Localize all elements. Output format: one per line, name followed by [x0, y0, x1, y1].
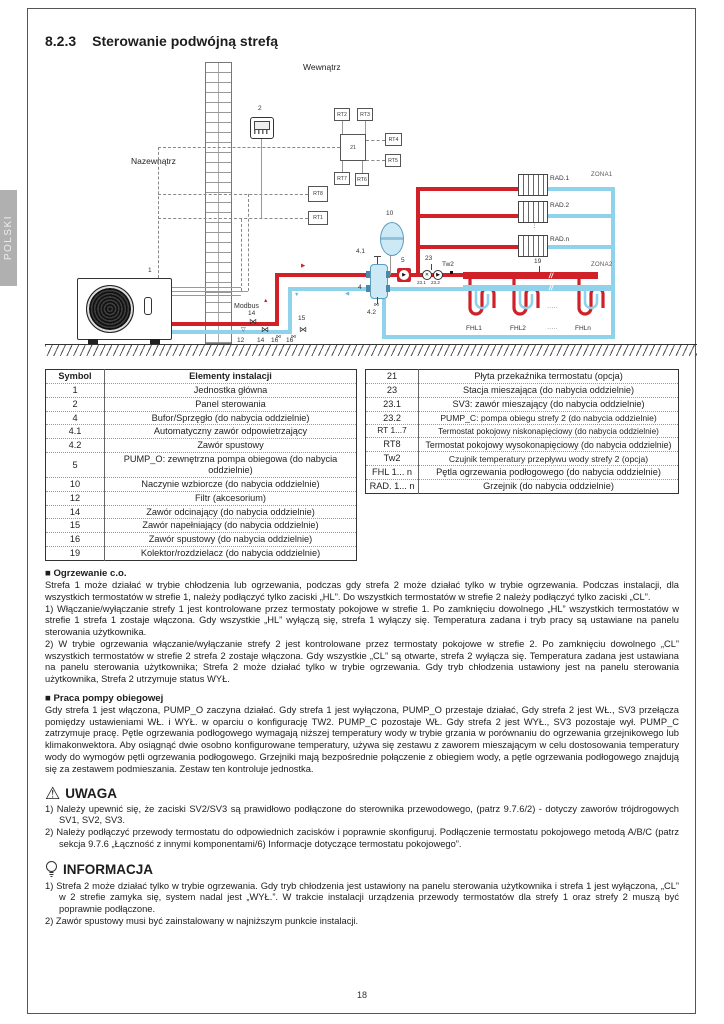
desc-cell: Zawór odcinający (do nabycia oddzielnie) — [105, 505, 357, 519]
pipe-return — [288, 287, 292, 334]
unit-grille — [144, 297, 152, 315]
pipe-supply — [279, 273, 370, 277]
table-row — [366, 383, 679, 397]
symbol-cell: 14 — [46, 505, 105, 519]
symbol-cell: 19 — [46, 547, 105, 561]
desc-cell: Termostat pokojowy niskonapięciowy (do nabycia oddzielnie) — [419, 425, 679, 438]
label-mix232: 23.2 — [431, 280, 440, 285]
label-mix23: 23 — [425, 255, 433, 262]
thermostat-rt1: RT1 — [308, 211, 328, 225]
unit-wire — [170, 287, 241, 288]
flow-up-icon: ▲ — [263, 298, 269, 304]
uwaga-heading — [45, 785, 679, 802]
tick — [539, 266, 540, 272]
page-title: Sterowanie podwójną strefą — [92, 33, 279, 49]
panel-buttons — [254, 130, 268, 134]
section-number: 8.2.3 — [45, 33, 77, 49]
table-row — [366, 370, 679, 384]
unit-foot — [88, 339, 98, 344]
symbol-cell: 2 — [46, 397, 105, 411]
panel-wire — [261, 137, 262, 218]
buffer-port — [366, 285, 370, 292]
table-header-row — [46, 370, 357, 384]
desc-cell: Pętla ogrzewania podłogowego (do nabycia oddzielnie) — [419, 466, 679, 480]
col-symbol: Symbol — [46, 370, 105, 384]
label-mix231: 23.1 — [417, 280, 426, 285]
radiator-n — [518, 235, 548, 257]
label-filter: 12 — [237, 337, 245, 344]
pipe-supply — [275, 273, 279, 326]
numbered-item: 1) Strefa 2 może działać tylko w trybie ogrzewania. Gdy tryb chłodzenia jest ustawiony na panelu sterowania użytkownika i strefa 1 jest wyłączona, „CL” w 2 strefie zamyka się, system nadal jest „WYŁ.”. W trakcie instalacji urządzenia przewody termostatów dla strefy 1 oraz strefy 2 muszą być poprawnie podłączone. — [45, 880, 679, 915]
side-tab-label: POLSKI — [3, 215, 14, 261]
label-radn: RAD.n — [550, 236, 570, 243]
filter-icon: ▽ — [241, 327, 246, 333]
symbol-cell: 5 — [46, 453, 105, 478]
desc-cell: Zawór spustowy — [105, 439, 357, 453]
desc-cell: Panel sterowania — [105, 397, 357, 411]
label-manifold19: 19 — [534, 258, 542, 265]
circulation-pump — [397, 268, 411, 282]
unit-foot — [150, 339, 160, 344]
symbol-cell: 12 — [46, 491, 105, 505]
panel-screen — [254, 121, 270, 130]
pipe-radn — [420, 245, 518, 249]
heading-text: Ogrzewanie c.o. — [53, 568, 127, 580]
paragraph: Strefa 1 może działać w trybie chłodzenia lub ogrzewania, podczas gdy strefa 2 może działać tylko w trybie ogrzewania. Podczas instalacji, dla wszystkich termostatów w strefie 1, należy podłączyć tylko zaciski „HL”. Do wszystkich termostatów w strefie 2 należy podłączyć tylko zaciski „CL”. — [45, 580, 679, 602]
table-row — [366, 411, 679, 425]
valve-icon: ⋈ — [261, 325, 269, 334]
label-rad2: RAD.2 — [550, 202, 570, 209]
table-row — [46, 519, 357, 533]
desc-cell: PUMP_C: pompa obiegu strefy 2 (do nabycia oddzielnie) — [419, 411, 679, 425]
numbered-item: 2) Zawór spustowy musi być zainstalowany w najniższym punkcie instalacji. — [45, 915, 359, 926]
pipe-return — [386, 287, 463, 291]
square-bullet-icon: ■ — [45, 568, 51, 580]
buffer-port — [386, 271, 390, 278]
symbol-cell: 4.2 — [46, 439, 105, 453]
warning-triangle-icon: ⚠ — [45, 783, 61, 803]
radiator-2 — [518, 201, 548, 223]
pipe-supply-riser — [416, 187, 420, 277]
label-vessel: 10 — [386, 210, 394, 217]
supply-manifold — [463, 272, 598, 279]
installation-diagram — [45, 59, 697, 361]
symbol-cell: 21 — [366, 370, 419, 384]
drain-valve-icon: ⋈ — [291, 334, 296, 340]
label-unit-number: 1 — [148, 267, 152, 274]
wire — [158, 194, 308, 195]
table-row — [366, 397, 679, 411]
label-drain16a: 16 — [271, 337, 279, 344]
desc-cell: SV3: zawór mieszający (do nabycia oddzielnie) — [419, 397, 679, 411]
table-row — [46, 505, 357, 519]
desc-cell: Stacja mieszająca (do nabycia oddzielnie) — [419, 383, 679, 397]
pipe-rad2 — [420, 214, 518, 218]
tick — [431, 264, 432, 270]
label-vent: 4.1 — [356, 248, 366, 255]
heading-text: INFORMACJA — [63, 861, 153, 877]
pipe-return-bottom — [382, 335, 615, 339]
desc-cell: Jednostka główna — [105, 383, 357, 397]
page-number: 18 — [356, 990, 367, 1000]
section-title — [45, 33, 679, 49]
wire — [366, 160, 385, 161]
pipe-rad1-return — [548, 187, 613, 191]
label-fhln: FHLn — [575, 325, 591, 332]
numbered-item: 1) Należy upewnić się, że zaciski SV2/SV3 są prawidłowo podłączone do sterownika przewodowego, (patrz 9.7.6/2) - dotyczy zaworów trójdrogowych SV1, SV2, SV3. — [45, 803, 679, 826]
desc-cell: Grzejnik (do nabycia oddzielnie) — [419, 479, 679, 493]
symbol-cell: 23.1 — [366, 397, 419, 411]
radiator-1 — [518, 174, 548, 196]
heading-text: Praca pompy obiegowej — [53, 692, 164, 704]
paragraph: 1) Włączanie/wyłączanie strefy 1 jest kontrolowane przez termostaty pokojowe w strefie 1. Po zamknięciu dowolnego „HL” wszystkich termostatów w strefie 1 strefa 1 zostaje włączona. Gdy wszystkie „HL” wyłączą się, strefa 1 wyłączy się. Temperatura zadana i tryb pracy są ustawiane na panelu sterowania użytkownika. — [45, 603, 679, 638]
label-drain42: 4.2 — [367, 309, 377, 316]
thermostat-rt3: RT3 — [357, 108, 373, 121]
table-row — [366, 438, 679, 452]
label-drain16b: 16 — [286, 337, 294, 344]
desc-cell: Płyta przekaźnika termostatu (opcja) — [419, 370, 679, 384]
ellipsis: ····· — [547, 325, 558, 332]
table-row — [366, 425, 679, 438]
desc-cell: Zawór spustowy (do nabycia oddzielnie) — [105, 533, 357, 547]
return-manifold — [463, 285, 613, 291]
wire — [158, 147, 159, 278]
table-row — [46, 477, 357, 491]
symbol-cell: Tw2 — [366, 452, 419, 466]
symbol-cell: 10 — [46, 477, 105, 491]
control-panel — [250, 117, 274, 139]
pump-icon: ▶ — [399, 270, 409, 280]
table-row — [46, 533, 357, 547]
table-row — [46, 383, 357, 397]
ellipsis: ····· — [547, 304, 558, 311]
unit-wire — [170, 295, 241, 296]
desc-cell: Termostat pokojowy wysokonapięciowy (do nabycia oddzielnie) — [419, 438, 679, 452]
wire — [158, 147, 340, 148]
label-fhl1: FHL1 — [466, 325, 482, 332]
ground-hatch — [45, 344, 697, 356]
table-row — [46, 439, 357, 453]
label-fhl2: FHL2 — [510, 325, 526, 332]
desc-cell: Naczynie wzbiorcze (do nabycia oddzielnie) — [105, 477, 357, 491]
table-row — [46, 453, 357, 478]
pipe-radn-return — [548, 245, 613, 249]
relay-board-21: 21 — [340, 134, 366, 161]
label-buffer: 4 — [358, 284, 362, 291]
flow-down-icon: ▼ — [294, 292, 300, 298]
thermostat-rt8: RT8 — [308, 186, 328, 202]
col-desc: Elementy instalacji — [105, 370, 357, 384]
table-row — [46, 397, 357, 411]
legend-table-right — [365, 369, 679, 494]
flow-right-icon: ▶ — [301, 263, 306, 269]
vessel-stem — [390, 254, 391, 275]
paragraph: Gdy strefa 1 jest włączona, PUMP_O zaczyna działać. Gdy strefa 1 jest wyłączona, PUMP_O przestaje działać, Gdy strefa 2 jest WŁ., SV3 przełącza pomiędzy ustawieniami WŁ. i WYŁ. w oparciu o konfigurację TW2. PUMP_C pozostaje WŁ. Gdy strefa 2 jest WYŁ., SV3 pozostaje wył. PUMP_C zatrzymuje pracę. Pętle ogrzewania podłogowego wymagają niższej temperatury wody w trybie grzania w porównaniu do ogrzewania grzejnikowego lub klimakonwektora. Aby osiągnąć dwie osobno konfigurowane temperatury, używa się zestawu z zaworem mieszającym w celu dostosowania temperatury wody do wymogów pętli ogrzewania podłogowego. Grzejniki mają bezpośrednie połączenie z obiegiem wody, a pętle ogrzewania podłogowego znajdują się za zestawem podmieszania. Zestaw ten kontroluje jednostka. — [45, 704, 679, 774]
table-row — [46, 491, 357, 505]
symbol-cell: FHL 1... n — [366, 466, 419, 480]
symbol-cell: 1 — [46, 383, 105, 397]
desc-cell: Zawór napełniający (do nabycia oddzielnie) — [105, 519, 357, 533]
label-zona2: ZONA2 — [591, 262, 613, 268]
pipe-break-mark: // — [548, 271, 555, 280]
wall — [205, 62, 232, 344]
heat-pump-unit — [77, 278, 172, 340]
symbol-cell: RAD. 1... n — [366, 479, 419, 493]
modbus-wire — [241, 219, 242, 291]
label-valve14b: 14 — [257, 337, 265, 344]
zone2-pump-icon: ▶ — [433, 270, 443, 280]
symbol-cell: 15 — [46, 519, 105, 533]
label-inside: Wewnątrz — [303, 62, 341, 72]
symbol-cell: 23.2 — [366, 411, 419, 425]
symbol-cell: 16 — [46, 533, 105, 547]
desc-cell: PUMP_O: zewnętrzna pompa obiegowa (do nabycia oddzielnie) — [105, 453, 357, 478]
buffer-port — [366, 271, 370, 278]
label-outside: Nazewnątrz — [131, 156, 176, 166]
thermostat-rt5: RT5 — [385, 154, 401, 167]
label-valve14: 14 — [248, 310, 256, 317]
valve-icon: ⋈ — [249, 317, 257, 326]
light-bulb-icon — [45, 860, 58, 879]
section-heading-heating — [45, 568, 679, 579]
wire — [342, 121, 343, 134]
tw2-sensor-dot — [450, 271, 453, 274]
legend-table-left — [45, 369, 357, 561]
language-side-tab — [0, 190, 17, 286]
label-rad1: RAD.1 — [550, 175, 570, 182]
table-row — [46, 425, 357, 439]
pipe-break-mark: // — [548, 283, 555, 292]
modbus-wire — [248, 194, 249, 291]
numbered-item: 2) Należy podłączyć przewody termostatu do odpowiednich zacisków i poprawnie skonfiguruj. Podłączenie termostatu pokojowego metodą A/B/C (patrz sekcja 9.7.6 „Łączność z innymi komponentami/6) Informacje dotyczące termostatu pokojowego”. — [45, 827, 679, 849]
label-modbus: Modbus — [234, 303, 259, 310]
desc-cell: Filtr (akcesorium) — [105, 491, 357, 505]
desc-cell: Czujnik temperatury przepływu wody strefy 2 (opcja) — [419, 452, 679, 466]
pipe-rad1 — [420, 187, 518, 191]
section-heading-pump — [45, 693, 679, 704]
mixing-valve-icon: ✕ — [422, 270, 432, 280]
ellipsis-vertical: ⋮ — [531, 222, 538, 229]
thermostat-rt4: RT4 — [385, 133, 402, 146]
air-vent-icon — [377, 256, 378, 264]
wire — [365, 121, 366, 134]
table-row — [46, 411, 357, 425]
drain-valve-icon: ⋈ — [276, 334, 281, 340]
thermostat-rt2: RT2 — [334, 108, 350, 121]
fan-icon — [86, 285, 134, 333]
pipe-return — [170, 330, 288, 334]
label-pump5: 5 — [401, 257, 405, 264]
label-zona1: ZONA1 — [591, 172, 613, 178]
air-vent-icon — [374, 256, 381, 257]
symbol-cell: 4.1 — [46, 425, 105, 439]
wire — [366, 140, 385, 141]
label-panel-number: 2 — [258, 105, 262, 112]
symbol-cell: 23 — [366, 383, 419, 397]
desc-cell: Automatyczny zawór odpowietrzający — [105, 425, 357, 439]
expansion-vessel — [380, 222, 404, 256]
legend-tables — [45, 369, 679, 561]
informacja-heading — [45, 860, 679, 879]
square-bullet-icon: ■ — [45, 692, 51, 704]
table-row — [366, 452, 679, 466]
drain-valve-icon: ⋈ — [374, 302, 379, 308]
flow-left-icon: ◀ — [345, 291, 350, 297]
vessel-band — [381, 237, 403, 240]
thermostat-rt6: RT6 — [355, 173, 369, 186]
desc-cell: Kolektor/rozdzielacz (do nabycia oddzielnie) — [105, 547, 357, 561]
pipe-return-bottom — [382, 299, 386, 337]
buffer-tank — [370, 264, 388, 299]
table-row — [46, 547, 357, 561]
fill-valve-icon: ⋈ — [299, 325, 307, 334]
symbol-cell: RT 1...7 — [366, 425, 419, 438]
symbol-cell: RT8 — [366, 438, 419, 452]
table-row — [366, 466, 679, 480]
page-frame — [27, 8, 696, 1014]
symbol-cell: 4 — [46, 411, 105, 425]
label-fill15: 15 — [298, 315, 306, 322]
desc-cell: Bufor/Sprzęgło (do nabycia oddzielnie) — [105, 411, 357, 425]
paragraph: 2) W trybie ogrzewania włączanie/wyłączanie strefy 2 jest kontrolowane przez termostaty pokojowe w strefie 2. Po zamknięciu dowolnego „CL” wszystkich termostatów w strefie 2 strefa 2 zostaje włączona. Gdy wszystkie „CL” są otwarte, strefa 2 wyłącza się. Temperatura zadana jest ustawiana na panelu sterowania użytkownika; Strefa 2 może działać tylko w trybie ogrzewania. Gdy tryb chłodzenia ustawiony jest na panelu sterowania użytkownika, Strefa 2 utrzymuje status WYŁ. — [45, 638, 679, 685]
label-tw2: Tw2 — [442, 261, 454, 268]
pipe-rad2-return — [548, 214, 613, 218]
table-row — [366, 479, 679, 493]
unit-wire — [170, 291, 248, 292]
buffer-port — [386, 285, 390, 292]
wire — [158, 218, 308, 219]
heading-text: UWAGA — [65, 785, 117, 801]
thermostat-rt7: RT7 — [334, 172, 350, 185]
